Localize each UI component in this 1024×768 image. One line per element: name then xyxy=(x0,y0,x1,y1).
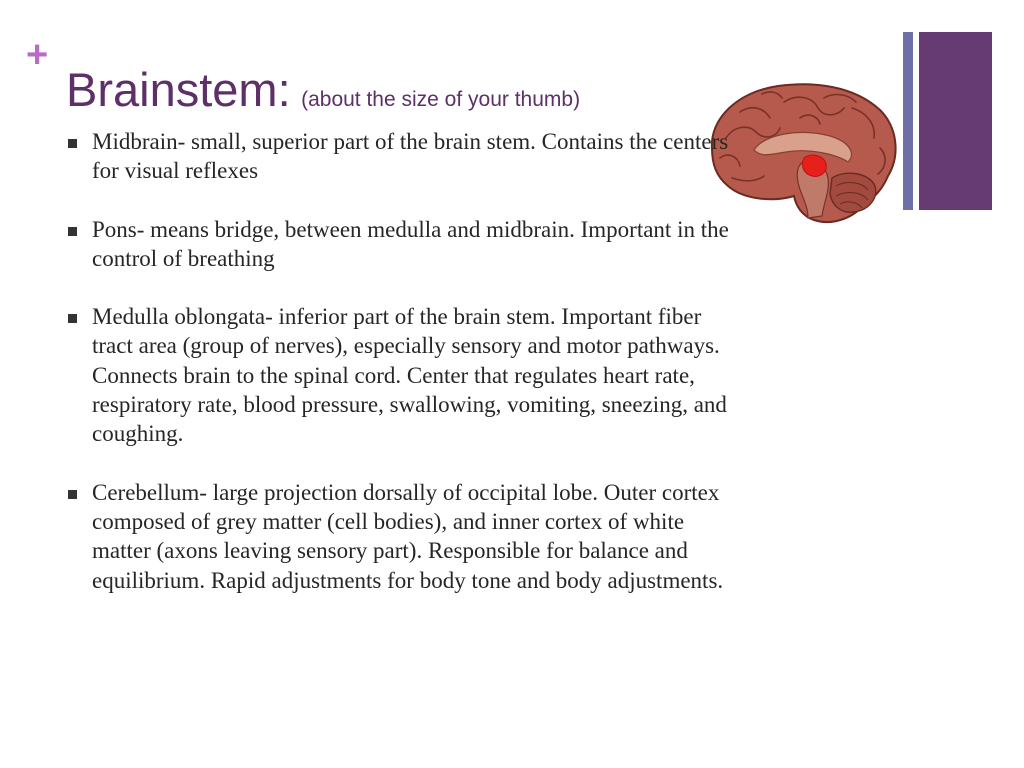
bullet-midbrain xyxy=(66,127,746,186)
bullet-text: Medulla oblongata- inferior part of the brain stem. Important fiber tract area (group of nerves), especially sensory and motor pathways. Connects brain to the spinal cord. Center that regulates heart rate, respiratory rate, blood pressure, swallowing, vomiting, sneezing, and coughing. xyxy=(92,304,727,447)
bullet-square-icon xyxy=(68,227,77,236)
bullet-medulla xyxy=(66,302,746,448)
plus-icon: + xyxy=(26,34,49,76)
title-text: Brainstem: xyxy=(66,63,291,116)
bullet-square-icon xyxy=(68,490,77,499)
bullet-text: Cerebellum- large projection dorsally of occipital lobe. Outer cortex composed of grey matter (cell bodies), and inner cortex of white matter (axons leaving sensory part). Responsible for balance and equilibrium. Rapid adjustments for body tone and body adjustments. xyxy=(92,479,724,593)
bullet-cerebellum xyxy=(66,478,746,595)
bullet-square-icon xyxy=(68,314,77,323)
bullet-text: Pons- means bridge, between medulla and midbrain. Important in the control of breathing xyxy=(92,216,729,271)
bullet-square-icon xyxy=(68,139,77,148)
decorative-bar-thin xyxy=(903,32,913,210)
highlighted-region xyxy=(802,155,826,176)
bullet-pons xyxy=(66,215,746,274)
slide-title xyxy=(66,62,580,118)
bullet-list xyxy=(66,127,746,624)
bullet-text: Midbrain- small, superior part of the brain stem. Contains the centers for visual reflexes xyxy=(92,129,729,184)
decorative-bar-thick xyxy=(919,32,992,210)
title-subtitle: (about the size of your thumb) xyxy=(301,88,581,111)
